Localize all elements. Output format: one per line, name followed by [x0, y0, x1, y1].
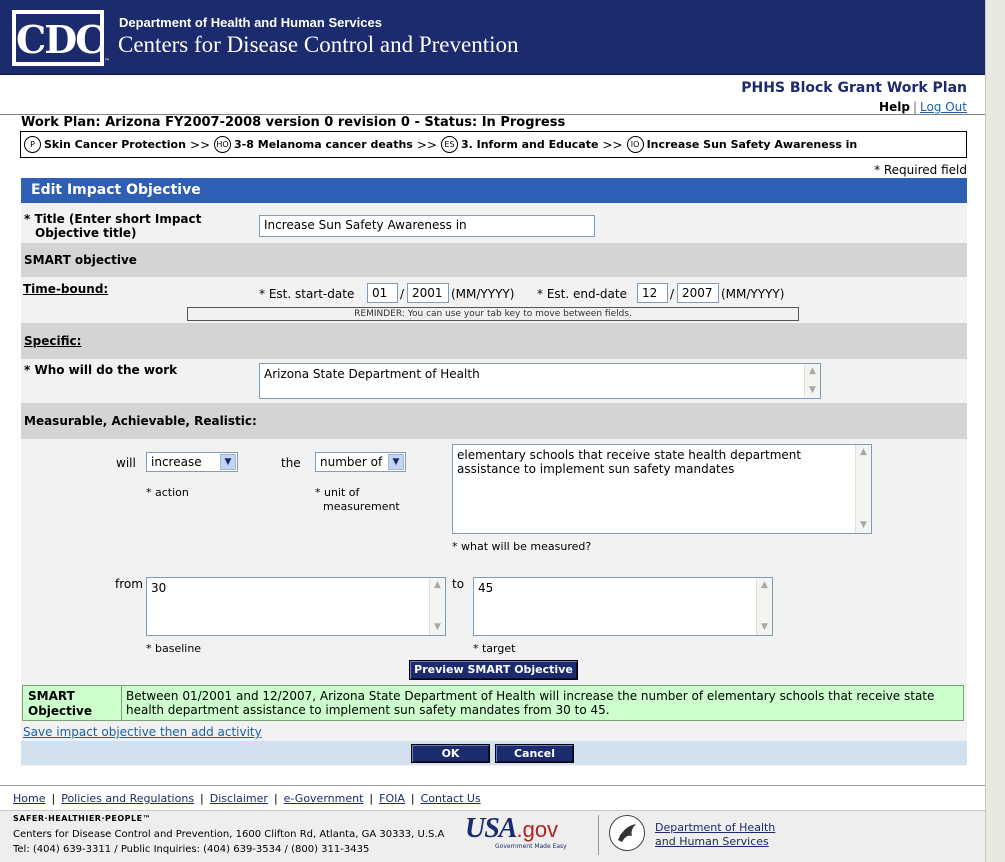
- breadcrumb-health-objective[interactable]: 3-8 Melanoma cancer deaths: [234, 138, 413, 151]
- top-links: [879, 100, 967, 114]
- breadcrumb-separator: >>: [416, 137, 437, 152]
- usagov-logo-usa: USA: [465, 813, 517, 844]
- smart-title-line1: SMART: [28, 689, 75, 703]
- action-value: increase: [151, 455, 202, 469]
- logout-link[interactable]: Log Out: [919, 100, 967, 114]
- usagov-logo[interactable]: [465, 813, 585, 853]
- help-link[interactable]: Help: [879, 100, 910, 114]
- footer-separator: |: [200, 792, 204, 805]
- target-label: * target: [473, 642, 516, 655]
- breadcrumb-separator: >>: [602, 137, 623, 152]
- date-format-hint: (MM/YYYY): [451, 287, 515, 301]
- footer-link-contact[interactable]: Contact Us: [420, 792, 481, 805]
- impact-objective-badge-icon: IO: [627, 136, 644, 153]
- form-button-bar: [21, 741, 967, 765]
- action-label: * action: [146, 486, 189, 499]
- cdc-phones: Tel: (404) 639-3311 / Public Inquiries: (404) 639-3534 / (800) 311-3435: [13, 844, 370, 855]
- start-month-input[interactable]: 01: [367, 283, 398, 303]
- date-separator: /: [670, 287, 675, 301]
- end-year-input[interactable]: 2007: [677, 283, 719, 303]
- start-year-input[interactable]: 2001: [407, 283, 449, 303]
- scroll-up-icon[interactable]: ▲: [809, 366, 816, 376]
- agency-name: Centers for Disease Control and Prevention: [118, 32, 519, 57]
- scroll-down-icon[interactable]: ▼: [860, 520, 867, 530]
- required-field-note: * Required field: [874, 163, 967, 177]
- workplan-title: Work Plan: Arizona FY2007-2008 version 0 revision 0 - Status: In Progress: [21, 115, 566, 130]
- measured-textarea-scrollbar[interactable]: [855, 445, 871, 533]
- baseline-label: * baseline: [146, 642, 202, 655]
- the-label: the: [281, 456, 301, 470]
- usagov-tagline: Government Made Easy: [495, 843, 567, 850]
- title-label-line2: Objective title): [35, 226, 137, 240]
- smart-box-divider: [121, 686, 122, 720]
- breadcrumb: [20, 131, 967, 158]
- hhs-link-line2[interactable]: and Human Services: [655, 835, 769, 848]
- measured-value: elementary schools that receive state health department assistance to implement sun safety mandates: [457, 448, 802, 476]
- scroll-up-icon[interactable]: ▲: [860, 447, 867, 457]
- end-date-label: * Est. end-date: [537, 287, 627, 301]
- cdc-address: Centers for Disease Control and Prevention, 1600 Clifton Rd, Atlanta, GA 30333, U.S.A: [13, 829, 445, 840]
- breadcrumb-impact-objective: Increase Sun Safety Awareness in: [646, 138, 858, 151]
- scroll-down-icon[interactable]: ▼: [809, 385, 816, 395]
- scroll-down-icon[interactable]: ▼: [434, 622, 441, 632]
- unit-label-line2: measurement: [323, 500, 400, 513]
- from-label: from: [115, 577, 143, 591]
- tab-key-reminder: REMINDER: You can use your tab key to move between fields.: [187, 307, 799, 321]
- who-textarea-scrollbar[interactable]: [804, 364, 820, 398]
- cdc-logo-text: CDC: [16, 14, 100, 62]
- footer-link-disclaimer[interactable]: Disclaimer: [209, 792, 268, 805]
- baseline-textarea-scrollbar[interactable]: [429, 578, 445, 635]
- ok-button[interactable]: OK: [411, 744, 490, 763]
- breadcrumb-essential-service[interactable]: 3. Inform and Educate: [460, 138, 599, 151]
- date-format-hint: (MM/YYYY): [721, 287, 785, 301]
- scroll-up-icon[interactable]: ▲: [434, 580, 441, 590]
- date-separator: /: [400, 287, 405, 301]
- target-value: 45: [478, 581, 494, 595]
- contact-info: [13, 827, 444, 857]
- site-header: [0, 0, 985, 75]
- title-label: [24, 212, 201, 240]
- to-label: to: [452, 577, 465, 591]
- footer-separator: |: [369, 792, 374, 805]
- baseline-value: 30: [151, 581, 167, 595]
- smart-objective-band: SMART objective: [21, 243, 967, 277]
- smart-objective-preview: [22, 685, 964, 721]
- cdc-tagline: SAFER·HEALTHIER·PEOPLE™: [13, 814, 152, 823]
- measurable-achievable-realistic-band: Measurable, Achievable, Realistic:: [21, 403, 967, 439]
- measured-textarea[interactable]: [452, 444, 872, 534]
- who-textarea[interactable]: [259, 363, 821, 399]
- program-badge-icon: P: [24, 136, 41, 153]
- window-scrollbar[interactable]: [985, 0, 1005, 862]
- health-objective-badge-icon: HO: [214, 136, 231, 153]
- trademark-icon: ™: [104, 58, 110, 65]
- title-label-line1: * Title (Enter short Impact: [24, 212, 202, 226]
- who-label: * Who will do the work: [24, 363, 178, 377]
- unit-select[interactable]: [315, 452, 406, 472]
- smart-title-line2: Objective: [28, 704, 92, 718]
- specific-band: Specific:: [21, 323, 967, 359]
- scroll-up-icon[interactable]: ▲: [761, 580, 768, 590]
- action-select[interactable]: [146, 452, 238, 472]
- app-title: PHHS Block Grant Work Plan: [741, 80, 967, 96]
- form-heading: Edit Impact Objective: [21, 178, 967, 203]
- cdc-logo[interactable]: [12, 10, 104, 66]
- department-name: Department of Health and Human Services: [119, 15, 382, 30]
- cancel-button[interactable]: Cancel: [495, 744, 574, 763]
- footer-link-policies[interactable]: Policies and Regulations: [61, 792, 195, 805]
- smart-objective-title: [28, 689, 92, 719]
- footer-link-egovernment[interactable]: e-Government: [283, 792, 364, 805]
- link-separator: |: [912, 100, 917, 114]
- time-bound-label: Time-bound:: [23, 282, 109, 296]
- end-month-input[interactable]: 12: [637, 283, 668, 303]
- chevron-down-icon[interactable]: ▼: [220, 454, 236, 470]
- save-and-add-activity-link[interactable]: Save impact objective then add activity: [23, 725, 262, 739]
- hhs-eagle-icon[interactable]: [609, 815, 645, 851]
- breadcrumb-separator: >>: [189, 137, 211, 152]
- footer-separator: |: [51, 792, 56, 805]
- footer-separator: |: [410, 792, 415, 805]
- scroll-down-icon[interactable]: ▼: [761, 622, 768, 632]
- usagov-logo-gov: .gov: [516, 817, 559, 842]
- unit-label: [315, 486, 400, 514]
- smart-objective-text: Between 01/2001 and 12/2007, Arizona State Department of Health will increase the number of elementary schools that receive state health department assistance to implement sun safety mandates from 30 to 45.: [126, 689, 935, 717]
- baseline-textarea[interactable]: [146, 577, 446, 636]
- footer-links: [13, 792, 481, 805]
- preview-smart-objective-button[interactable]: Preview SMART Objective: [409, 660, 578, 680]
- unit-label-line1: * unit of: [315, 486, 360, 499]
- unit-value: number of: [320, 455, 383, 469]
- start-date-label: * Est. start-date: [259, 287, 355, 301]
- essential-service-badge-icon: ES: [441, 136, 458, 153]
- hhs-link[interactable]: [655, 821, 775, 849]
- footer-vertical-divider: [598, 815, 599, 855]
- breadcrumb-program[interactable]: Skin Cancer Protection: [44, 138, 186, 151]
- who-value: Arizona State Department of Health: [264, 367, 480, 381]
- footer-link-foia[interactable]: FOIA: [379, 792, 405, 805]
- target-textarea[interactable]: [473, 577, 773, 636]
- will-label: will: [116, 456, 136, 470]
- target-textarea-scrollbar[interactable]: [756, 578, 772, 635]
- measured-label: * what will be measured?: [452, 540, 592, 553]
- footer-divider: [0, 785, 985, 786]
- hhs-link-line1[interactable]: Department of Health: [655, 821, 776, 834]
- title-input[interactable]: Increase Sun Safety Awareness in: [259, 215, 595, 237]
- footer-link-home[interactable]: Home: [13, 792, 46, 805]
- chevron-down-icon[interactable]: ▼: [388, 454, 404, 470]
- footer-separator: |: [273, 792, 278, 805]
